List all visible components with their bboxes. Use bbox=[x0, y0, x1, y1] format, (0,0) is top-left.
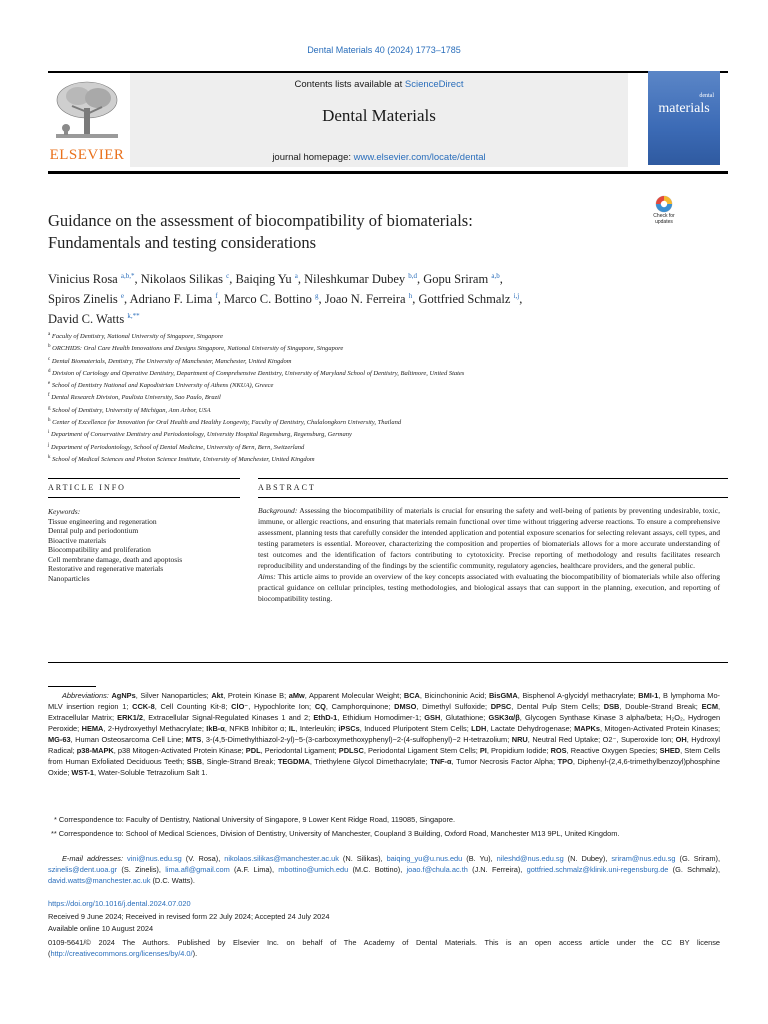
abbreviation-definition: Bicinchoninic Acid bbox=[424, 691, 485, 700]
sciencedirect-link[interactable]: ScienceDirect bbox=[404, 79, 464, 90]
abbreviation-definition: Apparent Molecular Weight bbox=[309, 691, 400, 700]
abbreviation-definition: Human Osteosarcoma Cell Line bbox=[75, 735, 182, 744]
keyword-item: Cell membrane damage, death and apoptosis bbox=[48, 554, 183, 564]
author-affiliation-marks[interactable]: c bbox=[226, 272, 230, 280]
abbreviation-definition: Double-Strand Break bbox=[625, 702, 696, 711]
abstract-body bbox=[258, 505, 720, 604]
abbreviation-definition: Hydroxyl Radical bbox=[48, 735, 721, 755]
email-owner: B. Yu bbox=[468, 854, 489, 863]
affiliation-key: j bbox=[48, 442, 50, 448]
abbreviation-definition: Dental Pulp Stem Cells bbox=[517, 702, 598, 711]
email-owner: V. Rosa bbox=[188, 854, 216, 863]
abbreviation-definition: Lactate Dehydrogenase bbox=[490, 724, 570, 733]
section-rule bbox=[48, 497, 240, 498]
email-link[interactable]: nikolaos.silikas@manchester.ac.uk bbox=[224, 854, 339, 863]
email-link[interactable]: lima.afl@gmail.com bbox=[165, 865, 230, 874]
author-name[interactable]: Nikolaos Silikas bbox=[140, 272, 224, 286]
affiliation-key: a bbox=[48, 332, 51, 337]
abbreviation-term: DMSO bbox=[394, 702, 417, 711]
section-rule bbox=[258, 478, 728, 479]
affiliation-item bbox=[48, 453, 708, 465]
abbreviation-definition: Glycogen Synthase Kinase 3 alpha/beta bbox=[524, 713, 661, 722]
abbreviation-term: OH bbox=[675, 735, 687, 744]
author-affiliation-marks[interactable]: b,d bbox=[408, 272, 418, 280]
abbreviation-term: HEMA bbox=[81, 724, 104, 733]
author[interactable] bbox=[141, 272, 230, 286]
keywords-block bbox=[48, 507, 243, 583]
abbreviation-term: EthD-1 bbox=[313, 713, 338, 722]
license-text: 0109-5641/© 2024 The Authors. Published by Elsevier Inc. on behalf of The Academy of Dental Materials. This is an open access article under the CC BY license ( bbox=[48, 938, 720, 958]
abbreviation-term: PDLSC bbox=[338, 746, 364, 755]
abbreviation-definition: Mitogen-Activated Protein Kinases bbox=[604, 724, 719, 733]
abbreviation-definition: Protein Kinase B bbox=[227, 691, 285, 700]
publisher-wordmark: ELSEVIER bbox=[49, 147, 125, 163]
abbreviation-term: GSK3α/β bbox=[488, 713, 520, 722]
email-owner: N. Dubey bbox=[570, 854, 603, 863]
crossmark-icon bbox=[648, 195, 680, 213]
abbreviation-term: H₂O₂ bbox=[665, 713, 683, 722]
abbreviation-term: AgNPs bbox=[111, 691, 136, 700]
keyword-list bbox=[48, 517, 243, 584]
abbreviation-definition: Diphenyl-(2,4,6-trimethylbenzoyl)phosphine Oxide bbox=[48, 757, 721, 777]
abstract-heading: ABSTRACT bbox=[258, 483, 316, 492]
header-rule-thick bbox=[48, 171, 728, 174]
abbreviation-term: MAPKs bbox=[574, 724, 600, 733]
correspondence-footnote-1: * Correspondence to: Faculty of Dentistry, National University of Singapore, 9 Lower Kent Ridge Road, 119085, Singapore. bbox=[54, 815, 456, 824]
journal-homepage-line bbox=[130, 152, 628, 163]
author-name[interactable]: Gopu Sriram bbox=[423, 272, 489, 286]
affiliation-key: c bbox=[48, 356, 51, 362]
keyword-item: Nanoparticles bbox=[48, 573, 90, 583]
affiliation-item bbox=[48, 355, 708, 367]
abstract-background bbox=[258, 505, 720, 571]
abbreviation-definition: Water-Soluble Tetrazolium Salt 1 bbox=[98, 768, 206, 777]
keyword-item: Bioactive materials bbox=[48, 535, 107, 545]
available-online-date: Available online 10 August 2024 bbox=[48, 924, 154, 933]
affiliation-text: Faculty of Dentistry, National University of Singapore, Singapore bbox=[51, 333, 224, 340]
email-link[interactable]: nileshd@nus.edu.sg bbox=[496, 854, 564, 863]
email-link[interactable]: mbottino@umich.edu bbox=[278, 865, 349, 874]
affiliation-text: Department of Conservative Dentistry and Periodontology, University Hospital Regensburg, Regensburg, Germany bbox=[51, 431, 352, 439]
abbreviation-term: IL bbox=[288, 724, 296, 733]
affiliation-item bbox=[48, 416, 708, 428]
abbreviation-definition: p38 Mitogen-Activated Protein Kinase bbox=[117, 746, 242, 755]
crossmark-label-line1: Check for bbox=[653, 213, 675, 219]
affiliation-text: ORCHIDS: Oral Care Health Innovations and Designs Singapore, National University of Singapore, Singapore bbox=[52, 345, 344, 353]
email-link[interactable]: sriram@nus.edu.sg bbox=[611, 854, 676, 863]
abbreviation-term: SHED bbox=[659, 746, 681, 755]
abbreviation-definition: Bisphenol A-glycidyl methacrylate bbox=[522, 691, 634, 700]
author-affiliation-marks[interactable]: g bbox=[314, 292, 319, 300]
abbreviation-definition: Reactive Oxygen Species bbox=[570, 746, 656, 755]
author[interactable] bbox=[48, 292, 124, 306]
email-owner: G. Schmalz bbox=[675, 865, 716, 874]
abbreviation-term: iPSCs bbox=[338, 724, 360, 733]
journal-citation[interactable]: Dental Materials 40 (2024) 1773–1785 bbox=[307, 45, 461, 55]
author[interactable] bbox=[304, 272, 417, 286]
keyword-item: Tissue engineering and regeneration bbox=[48, 516, 157, 526]
background-text: Assessing the biocompatibility of materials is crucial for ensuring the safety and well-being of patients by preventing undesirable, toxic, immune, or allergic reactions, and ensuring that materials remain functional over time without triggering adverse reactions. To ensure a comprehensive assessment, planning tests that carefully consider the intended application and potential exposure scenarios for selecting relevant assays, cell types, and testing parameters is essential. Moreover, characterizing the composition and properties of biomaterials allows for a more accurate understanding of test outcomes and the identification of factors contributing to cytotoxicity. Precise reporting of methodology and results facilitates research reproducibility and understanding of the findings by the scientific community, regulatory agencies, healthcare providers, and the general public. bbox=[258, 506, 720, 570]
affiliation-key: e bbox=[48, 381, 51, 387]
affiliation-key: k bbox=[48, 454, 51, 460]
abbreviation-definition: Propidium Iodide bbox=[490, 746, 547, 755]
abbreviation-term: BCA bbox=[403, 691, 420, 700]
abbreviation-term: GSH bbox=[424, 713, 441, 722]
elsevier-logo bbox=[48, 78, 126, 164]
email-label: E-mail addresses: bbox=[62, 854, 124, 863]
author-affiliation-marks[interactable]: a,b,* bbox=[120, 272, 135, 280]
abbreviation-term: TNF-α bbox=[430, 757, 452, 766]
keyword-item: Restorative and regenerative materials bbox=[48, 564, 164, 573]
affiliation-key: g bbox=[48, 405, 51, 411]
abbreviation-definition: Triethylene Glycol Dimethacrylate bbox=[314, 757, 426, 766]
abbreviation-term: LDH bbox=[471, 724, 487, 733]
affiliation-item bbox=[48, 367, 708, 379]
abbreviation-definition: 3-(4,5-Dimethylthiazol-2-yl)−5-(3-carboxymethoxyphenyl)−2-(4-sulfophenyl)−2 H-tetrazolium bbox=[205, 735, 508, 744]
author-affiliation-marks[interactable]: a bbox=[294, 272, 298, 280]
abbreviation-term: Akt bbox=[211, 691, 224, 700]
author-name[interactable]: Nileshkumar Dubey bbox=[304, 272, 406, 286]
email-owner: N. Silikas bbox=[345, 854, 379, 863]
abbreviation-definition: Tumor Necrosis Factor Alpha bbox=[456, 757, 554, 766]
affiliation-item bbox=[48, 391, 708, 403]
abbreviation-definition: NFKB Inhibitor α bbox=[229, 724, 285, 733]
aims-label: Aims: bbox=[258, 572, 276, 581]
correspondence-footnote-2: ** Correspondence to: School of Medical Sciences, Division of Dentistry, University of Manchester, Coupland 3 Building, Oxford Road, Manchester M13 9PL, United Kingdom. bbox=[51, 829, 620, 838]
license-statement bbox=[48, 937, 720, 959]
abbreviation-term: ECM bbox=[701, 702, 718, 711]
abbreviation-term: PI bbox=[479, 746, 487, 755]
affiliation-key: d bbox=[48, 368, 51, 374]
abbreviation-term: BisGMA bbox=[488, 691, 518, 700]
author-affiliation-marks[interactable]: k,** bbox=[127, 312, 140, 320]
homepage-link[interactable]: www.elsevier.com/locate/dental bbox=[353, 152, 486, 163]
abbreviation-term: DSB bbox=[603, 702, 620, 711]
author-affiliation-marks[interactable]: i,j bbox=[513, 292, 520, 300]
abbreviation-definition: Superoxide Ion bbox=[620, 735, 672, 744]
author-affiliation-marks[interactable]: h bbox=[408, 292, 413, 300]
author[interactable] bbox=[130, 292, 218, 306]
affiliation-item bbox=[48, 379, 708, 391]
received-dates: Received 9 June 2024; Received in revised form 22 July 2024; Accepted 24 July 2024 bbox=[48, 912, 330, 921]
affiliation-key: i bbox=[48, 430, 50, 436]
email-link[interactable]: baiqing_yu@u.nus.edu bbox=[386, 854, 463, 863]
license-link[interactable]: http://creativecommons.org/licenses/by/4.0/ bbox=[50, 949, 193, 958]
affiliation-text: School of Medical Sciences and Photon Science Institute, University of Manchester, United Kingdom bbox=[52, 455, 315, 463]
elsevier-tree-icon bbox=[48, 78, 126, 144]
abbreviation-definition: Ethidium Homodimer-1 bbox=[342, 713, 420, 722]
abbreviation-term: BMI-1 bbox=[638, 691, 659, 700]
abbreviation-term: ROS bbox=[550, 746, 567, 755]
email-link[interactable]: david.watts@manchester.ac.uk bbox=[48, 876, 151, 885]
abbreviation-definition: Dimethyl Sulfoxide bbox=[422, 702, 485, 711]
author[interactable] bbox=[48, 312, 140, 326]
author[interactable] bbox=[418, 292, 519, 306]
author[interactable] bbox=[236, 272, 298, 286]
email-link[interactable]: vini@nus.edu.sg bbox=[127, 854, 182, 863]
abbreviation-term: WST-1 bbox=[71, 768, 95, 777]
author-affiliation-marks[interactable]: e bbox=[120, 292, 125, 300]
abbreviation-definition: Extracellular Signal-Regulated Kinases 1 and 2 bbox=[148, 713, 309, 722]
abbreviation-definition: Extracellular Matrix bbox=[48, 713, 112, 722]
email-owner: J.N. Ferreira bbox=[474, 865, 518, 874]
email-owner: D.C. Watts bbox=[154, 876, 191, 885]
affiliation-item bbox=[48, 441, 708, 453]
abbreviation-definition: Single-Strand Break bbox=[206, 757, 274, 766]
footnote-rule bbox=[48, 686, 96, 687]
abbreviation-definition: Periodontal Ligament bbox=[264, 746, 335, 755]
contents-prefix: Contents lists available at bbox=[294, 79, 405, 90]
email-link[interactable]: joao.f@chula.ac.th bbox=[406, 865, 468, 874]
author-name[interactable]: Joao N. Ferreira bbox=[324, 292, 406, 306]
abbreviation-term: IkB-α bbox=[206, 724, 225, 733]
abbreviation-term: DPSC bbox=[490, 702, 512, 711]
contents-available-line bbox=[130, 79, 628, 90]
doi-link[interactable]: https://doi.org/10.1016/j.dental.2024.07.020 bbox=[48, 899, 191, 908]
cover-title-large: materials bbox=[658, 101, 710, 116]
affiliation-text: School of Dentistry, University of Michigan, Ann Arbor, USA bbox=[52, 406, 211, 414]
affiliation-key: b bbox=[48, 344, 51, 350]
abbreviation-definition: Induced Pluripotent Stem Cells bbox=[364, 724, 467, 733]
abbreviations-label: Abbreviations: bbox=[62, 691, 109, 700]
abbreviation-term: SSB bbox=[186, 757, 202, 766]
author[interactable] bbox=[423, 272, 499, 286]
keyword-item: Dental pulp and periodontium bbox=[48, 526, 139, 535]
affiliation-item bbox=[48, 330, 708, 342]
aims-text: This article aims to provide an overview of the key concepts associated with evaluating the biocompatibility of biomaterials while also offering practical guidance on cellular principles, testing methodologies, and biological assays that can support in the planning, execution, and reporting of biocompatibility testing. bbox=[258, 572, 720, 603]
article-title-line2: Fundamentals and testing considerations bbox=[48, 233, 317, 252]
affiliation-text: Division of Cariology and Operative Dentistry, Department of Comprehensive Dentistry, University of Maryland School of Dentistry, Baltimore, United States bbox=[52, 369, 465, 377]
abbreviation-term: ERK1/2 bbox=[117, 713, 144, 722]
journal-title: Dental Materials bbox=[322, 106, 436, 125]
abbreviation-definition: Periodontal Ligament Stem Cells bbox=[367, 746, 476, 755]
abbreviation-term: MTS bbox=[185, 735, 202, 744]
author-affiliation-marks[interactable]: f bbox=[215, 292, 218, 300]
affiliation-item bbox=[48, 428, 708, 440]
affiliation-key: h bbox=[48, 418, 51, 424]
abbreviation-definition: B lymphoma Mo-MLV insertion region 1 bbox=[48, 691, 721, 711]
author-name[interactable]: Baiqing Yu bbox=[235, 272, 292, 286]
abbreviation-term: PDL bbox=[245, 746, 261, 755]
journal-cover-thumbnail[interactable] bbox=[648, 71, 720, 165]
abbreviation-term: TEGDMA bbox=[277, 757, 310, 766]
article-info-heading: ARTICLE INFO bbox=[48, 483, 126, 492]
abbreviation-definition: 2-Hydroxyethyl Methacrylate bbox=[107, 724, 202, 733]
author-affiliation-marks[interactable]: a,b bbox=[491, 272, 500, 280]
abbreviation-term: MG-63 bbox=[48, 735, 71, 744]
abbreviation-term: TPO bbox=[557, 757, 573, 766]
homepage-prefix: journal homepage: bbox=[272, 152, 354, 163]
email-owner: M.C. Bottino bbox=[354, 865, 398, 874]
author-name[interactable]: Marco C. Bottino bbox=[223, 292, 312, 306]
affiliation-item bbox=[48, 404, 708, 416]
email-owner: G. Sriram bbox=[681, 854, 716, 863]
abbreviation-definition: Hydrogen Peroxide bbox=[48, 713, 721, 733]
abbreviation-term: ClO⁻ bbox=[231, 702, 249, 711]
author-name[interactable]: Adriano F. Lima bbox=[129, 292, 213, 306]
license-end: ). bbox=[192, 949, 198, 958]
author[interactable] bbox=[48, 272, 134, 286]
abbreviation-definition: Silver Nanoparticles bbox=[140, 691, 207, 700]
abbreviation-term: CQ bbox=[314, 702, 326, 711]
section-rule bbox=[48, 662, 728, 663]
abstract-aims bbox=[258, 571, 720, 604]
article-title-line1: Guidance on the assessment of biocompatibility of biomaterials: bbox=[48, 211, 473, 230]
abbreviation-definition: Hypochlorite Ion bbox=[253, 702, 310, 711]
abbreviation-definition: Interleukin bbox=[299, 724, 334, 733]
keywords-label: Keywords: bbox=[48, 507, 81, 516]
abbreviation-definition: Cell Counting Kit-8 bbox=[160, 702, 226, 711]
affiliation-text: School of Dentistry National and Kapodistrian University of Athens (NKUA), Greece bbox=[51, 382, 274, 390]
email-addresses: E-mail addresses: vini@nus.edu.sg (V. Rosa), nikolaos.silikas@manchester.ac.uk (N. Silikas), baiqing_yu@u.nus.edu (B. Yu), nileshd@nus.edu.sg (N. Dubey), sriram@nus.edu.sg (G. Sriram), szinelis@dent.uoa.gr (S. Zinelis), lima.afl@gmail.com (A.F. Lima), mbottino@umich.edu (M.C. Bottino), joao.f@chula.ac.th (J.N. Ferreira), gottfried.schmalz@klinik.uni-regensburg.de (G. Schmalz), david.watts@manchester.ac.uk (D.C. Watts). bbox=[48, 854, 721, 885]
crossmark-label-line2: updates bbox=[655, 218, 673, 225]
abbreviation-definition: Neutral Red Uptake bbox=[532, 735, 599, 744]
author[interactable] bbox=[325, 292, 413, 306]
background-label: Background: bbox=[258, 506, 298, 515]
affiliation-list bbox=[48, 330, 708, 465]
email-owner: S. Zinelis bbox=[123, 865, 157, 874]
abbreviation-definition: Glutathione bbox=[445, 713, 484, 722]
keyword-item: Biocompatibility and proliferation bbox=[48, 545, 151, 554]
affiliation-text: Center of Excellence for Innovation for Oral Health and Healthy Longevity, Faculty of Dentistry, Chulalongkorn University, Thailand bbox=[52, 419, 402, 427]
abbreviations-footnote: Abbreviations: AgNPs, Silver Nanoparticles; Akt, Protein Kinase B; aMw, Apparent Molecular Weight; BCA, Bicinchoninic Acid; BisGMA, Bisphenol A-glycidyl methacrylate; BMI-1, B lymphoma Mo-MLV insertion region 1; CCK-8, Cell Counting Kit-8; ClO⁻, Hypochlorite Ion; CQ, Camphorquinone; DMSO, Dimethyl Sulfoxide; DPSC, Dental Pulp Stem Cells; DSB, Double-Strand Break; ECM, Extracellular Matrix; ERK1/2, Extracellular Signal-Regulated Kinases 1 and 2; EthD-1, Ethidium Homodimer-1; GSH, Glutathione; GSK3α/β, Glycogen Synthase Kinase 3 alpha/beta; H₂O₂, Hydrogen Peroxide; HEMA, 2-Hydroxyethyl Methacrylate; IkB-α, NFKB Inhibitor α; IL, Interleukin; iPSCs, Induced Pluripotent Stem Cells; LDH, Lactate Dehydrogenase; MAPKs, Mitogen-Activated Protein Kinases; MG-63, Human Osteosarcoma Cell Line; MTS, 3-(4,5-Dimethylthiazol-2-yl)−5-(3-carboxymethoxyphenyl)−2-(4-sulfophenyl)−2 H-tetrazolium; NRU, Neutral Red Uptake; O2⁻, Superoxide Ion; OH, Hydroxyl Radical; p38-MAPK, p38 Mitogen-Activated Protein Kinase; PDL, Periodontal Ligament; PDLSC, Periodontal Ligament Stem Cells; PI, Propidium Iodide; ROS, Reactive Oxygen Species; SHED, Stem Cells from Human Exfoliated Deciduous Teeth; SSB, Single-Strand Break; TEGDMA, Triethylene Glycol Dimethacrylate; TNF-α, Tumor Necrosis Factor Alpha; TPO, Diphenyl-(2,4,6-trimethylbenzoyl)phosphine Oxide; WST-1, Water-Soluble Tetrazolium Salt 1. bbox=[48, 691, 721, 777]
author-name[interactable]: Vinicius Rosa bbox=[48, 272, 118, 286]
abbreviation-term: p38-MAPK bbox=[76, 746, 114, 755]
cover-title-small: dental bbox=[699, 93, 714, 99]
author-name[interactable]: David C. Watts bbox=[48, 312, 125, 326]
abbreviation-term: aMw bbox=[288, 691, 305, 700]
article-title bbox=[48, 210, 628, 254]
abbreviation-term: O2⁻ bbox=[602, 735, 617, 744]
abbreviation-term: NRU bbox=[511, 735, 528, 744]
affiliation-text: Dental Research Division, Paulista University, Sao Paulo, Brazil bbox=[51, 394, 221, 402]
author[interactable] bbox=[224, 292, 318, 306]
section-rule bbox=[258, 497, 728, 498]
email-link[interactable]: szinelis@dent.uoa.gr bbox=[48, 865, 118, 874]
affiliation-item bbox=[48, 342, 708, 354]
email-owner: A.F. Lima bbox=[236, 865, 270, 874]
affiliation-key: f bbox=[48, 393, 50, 399]
abbreviation-definition: Stem Cells from Human Exfoliated Deciduous Teeth bbox=[48, 746, 721, 766]
abbreviation-definition: Camphorquinone bbox=[331, 702, 389, 711]
abbreviation-term: CCK-8 bbox=[132, 702, 155, 711]
affiliation-text: Department of Periodontology, School of Dental Medicine, University of Bern, Bern, Switzerland bbox=[51, 443, 305, 451]
check-for-updates-badge[interactable] bbox=[648, 195, 680, 229]
author-list: Vinicius Rosa $^{a,b,*}$, Nikolaos Silikas $^c$, Baiqing Yu $^a$, Nileshkumar Dubey $^{b,d}$, Gopu Sriram $^{a,b}$, Spiros Zinelis $^e$, Adriano F. Lima $^f$, Marco C. Bottino $^g$, Joao N. Ferreira $^h$, Gottfried Schmalz $^{i,j}$, David C. Watts $^{k,**}$ bbox=[48, 272, 523, 326]
author-name[interactable]: Spiros Zinelis bbox=[48, 292, 118, 306]
email-link[interactable]: gottfried.schmalz@klinik.uni-regensburg.de bbox=[526, 865, 669, 874]
author-name[interactable]: Gottfried Schmalz bbox=[418, 292, 511, 306]
affiliation-text: Dental Biomaterials, Dentistry, The University of Manchester, Manchester, United Kingdom bbox=[51, 357, 292, 365]
section-rule bbox=[48, 478, 240, 479]
